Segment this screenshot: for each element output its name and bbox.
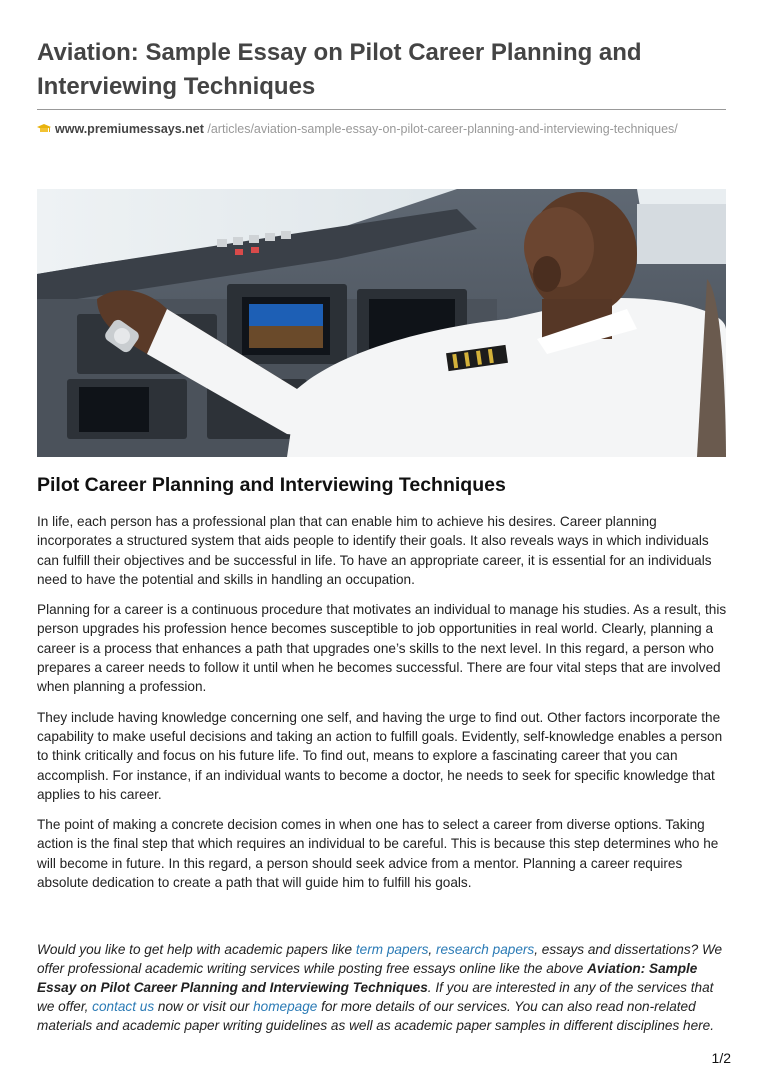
promo-text: now or visit our bbox=[154, 999, 254, 1014]
homepage-link[interactable]: homepage bbox=[253, 999, 318, 1014]
promo-text: , essays and dissertations? We offer professional academic writing services while posting free essays online like the above bbox=[37, 942, 723, 976]
section-heading: Pilot Career Planning and Interviewing Techniques bbox=[37, 474, 506, 496]
paragraph: Planning for a career is a continuous procedure that motivates an individual to manage his studies. As a result, this person upgrades his profession hence becomes susceptible to job opportunities in real world. Clearly, planning a career is a process that enhances a path that upgrades one’s skills to the next level. In this regard, a person who prepares a career needs to follow it until when he becomes successful. There are four vital steps that are involved when planning a profession. bbox=[37, 602, 727, 695]
promo-paragraph bbox=[37, 940, 729, 1035]
graduation-cap-icon bbox=[37, 124, 51, 134]
title-divider bbox=[37, 109, 726, 110]
research-papers-link[interactable]: research papers bbox=[435, 942, 535, 957]
paragraph: They include having knowledge concerning one self, and having the urge to find out. Other factors incorporate the capability to make useful decisions and taking an action to fulfill goals. Evidently, self-knowledge enables a person to think critically and focus on his future life. To find out, means to explore a fascinating career that you can accomplish. For instance, if an individual wants to become a doctor, he needs to seek for specific knowledge that applies to his career. bbox=[37, 709, 723, 802]
article-body bbox=[37, 512, 729, 903]
pilot-cockpit-photo bbox=[37, 189, 726, 457]
source-path[interactable]: /articles/aviation-sample-essay-on-pilot-career-planning-and-interviewing-techniques/ bbox=[203, 122, 678, 136]
term-papers-link[interactable]: term papers bbox=[355, 942, 429, 957]
page-number: 1/2 bbox=[711, 1050, 731, 1066]
promo-text: Would you like to get help with academic papers like bbox=[37, 942, 356, 957]
promo-bold-title: Aviation: Sample Essay on Pilot Career Planning and Interviewing Techniques bbox=[37, 961, 698, 995]
promo-text: , bbox=[428, 942, 436, 957]
source-url[interactable] bbox=[37, 121, 726, 138]
page-title: Aviation: Sample Essay on Pilot Career Planning and Interviewing Techniques bbox=[37, 39, 642, 100]
promo-text: . If you are interested in any of the services that we offer, bbox=[37, 980, 714, 1014]
source-domain[interactable]: www.premiumessays.net bbox=[55, 122, 204, 136]
paragraph: In life, each person has a professional plan that can enable him to achieve his desires. Career planning incorporates a structured system that aids people to identify their goals. It also reveals ways in which individuals can fulfill their objectives and be successful in life. To have an appropriate career, it is essential for an individuals need to have the potential and skills in handling an occupation. bbox=[37, 514, 712, 587]
contact-us-link[interactable]: contact us bbox=[92, 999, 155, 1014]
paragraph: The point of making a concrete decision comes in when one has to select a career from diverse options. Taking action is the final step that which requires an individual to be careful. This is because this step determines who he will become in future. In this regard, a person should seek advice from a mentor. Planning a career requires absolute dedication to create a path that will guide him to fulfill his goals. bbox=[37, 817, 719, 891]
promo-text: for more details of our services. You can also read non-related materials and academic paper writing guidelines as well as academic paper samples in different disciplines here. bbox=[37, 999, 715, 1033]
